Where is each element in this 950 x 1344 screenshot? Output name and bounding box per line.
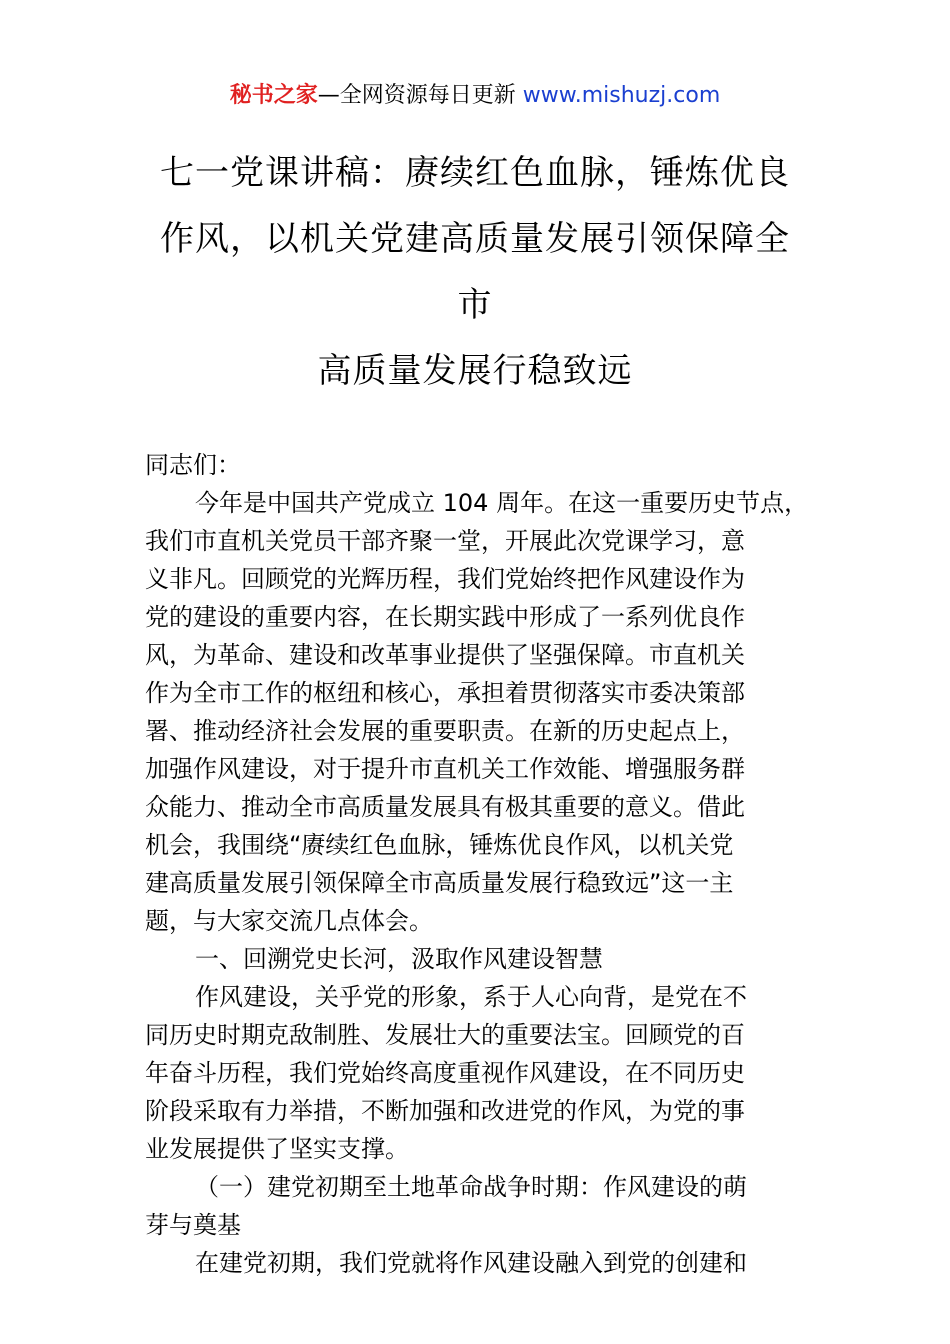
title-line: 七一党课讲稿：赓续红色血脉，锤炼优良 bbox=[160, 153, 790, 193]
paragraph-line: 年奋斗历程，我们党始终高度重视作风建设，在不同历史 bbox=[145, 1059, 745, 1087]
title-line: 高质量发展行稳致远 bbox=[317, 351, 633, 391]
paragraph-line: 机会，我围绕“赓续红色血脉，锤炼优良作风，以机关党 bbox=[145, 831, 734, 859]
document-title bbox=[145, 140, 805, 404]
title-line: 作风，以机关党建高质量发展引领保障全 bbox=[160, 219, 790, 259]
site-header bbox=[0, 80, 950, 112]
paragraph-line: 加强作风建设，对于提升市直机关工作效能、增强服务群 bbox=[145, 755, 745, 783]
title-line: 市 bbox=[457, 285, 493, 325]
paragraph-line: 阶段采取有力举措，不断加强和改进党的作风，为党的事 bbox=[145, 1097, 745, 1125]
site-url[interactable]: www.mishuzj.com bbox=[522, 83, 721, 108]
paragraph-line: 业发展提供了坚实支撑。 bbox=[145, 1135, 409, 1163]
salutation: 同志们： bbox=[145, 451, 241, 479]
paragraph-line: 作风建设，关乎党的形象，系于人心向背，是党在不 bbox=[195, 983, 747, 1011]
paragraph-line: 题，与大家交流几点体会。 bbox=[145, 907, 433, 935]
site-name: 秘书之家 bbox=[229, 83, 318, 108]
paragraph-line: 同历史时期克敌制胜、发展壮大的重要法宝。回顾党的百 bbox=[145, 1021, 745, 1049]
document-body bbox=[145, 446, 810, 1282]
subsection-heading: 芽与奠基 bbox=[145, 1211, 241, 1239]
paragraph-line: 在建党初期，我们党就将作风建设融入到党的创建和 bbox=[195, 1249, 747, 1277]
paragraph-line: 众能力、推动全市高质量发展具有极其重要的意义。借此 bbox=[145, 793, 745, 821]
paragraph-line: 我们市直机关党员干部齐聚一堂，开展此次党课学习，意 bbox=[145, 527, 745, 555]
paragraph-line: 党的建设的重要内容，在长期实践中形成了一系列优良作 bbox=[145, 603, 745, 631]
paragraph-line: 义非凡。回顾党的光辉历程，我们党始终把作风建设作为 bbox=[145, 565, 745, 593]
section-heading: 一、回溯党史长河，汲取作风建设智慧 bbox=[195, 945, 603, 973]
paragraph-line: 今年是中国共产党成立 104 周年。在这一重要历史节点， bbox=[195, 489, 809, 517]
paragraph-line: 建高质量发展引领保障全市高质量发展行稳致远”这一主 bbox=[145, 869, 734, 897]
paragraph-line: 作为全市工作的枢纽和核心，承担着贯彻落实市委决策部 bbox=[145, 679, 745, 707]
paragraph-line: 署、推动经济社会发展的重要职责。在新的历史起点上， bbox=[145, 717, 745, 745]
subsection-heading: （一）建党初期至土地革命战争时期：作风建设的萌 bbox=[195, 1173, 747, 1201]
paragraph-line: 风，为革命、建设和改革事业提供了坚强保障。市直机关 bbox=[145, 641, 745, 669]
site-slogan: —全网资源每日更新 bbox=[317, 83, 523, 108]
